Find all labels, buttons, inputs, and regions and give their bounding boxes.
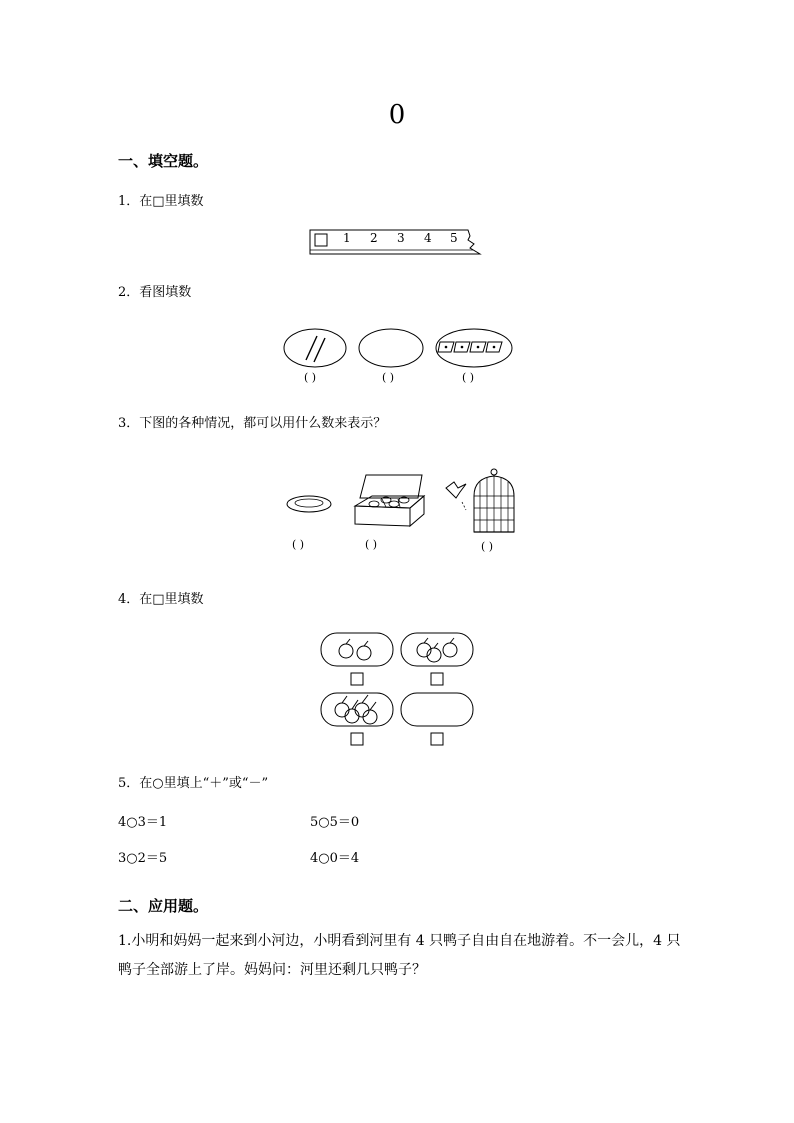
equation-1: 4○3＝1 bbox=[118, 815, 168, 830]
page-title: 0 bbox=[388, 100, 406, 130]
answer-paren-empty: ( ) bbox=[382, 371, 395, 384]
section-heading-fill-in: 一、填空题。 bbox=[118, 152, 209, 170]
blocks-oval-figure bbox=[434, 328, 514, 370]
ruler-number-3: 3 bbox=[397, 231, 405, 245]
answer-paren-egg-box: ( ) bbox=[365, 538, 378, 551]
answer-paren-plate: ( ) bbox=[292, 538, 305, 551]
question-4-label: 4．在□里填数 bbox=[118, 592, 204, 607]
apple-group-4-figure bbox=[320, 690, 396, 730]
answer-box-apples-3 bbox=[430, 672, 444, 686]
section-heading-application: 二、应用题。 bbox=[118, 897, 209, 915]
answer-paren-blocks: ( ) bbox=[462, 371, 475, 384]
pencils-oval-figure bbox=[283, 328, 349, 370]
apple-group-3-figure bbox=[400, 632, 476, 668]
ruler-number-5: 5 bbox=[450, 231, 458, 245]
answer-box-apples-2 bbox=[350, 672, 364, 686]
empty-oval-figure bbox=[357, 328, 425, 370]
empty-group-figure bbox=[400, 692, 476, 728]
answer-box-empty bbox=[430, 732, 444, 746]
equation-2: 5○5＝0 bbox=[310, 815, 360, 830]
equation-3: 3○2＝5 bbox=[118, 851, 168, 866]
question-5-label: 5．在○里填上“＋”或“－” bbox=[118, 776, 269, 791]
question-1-label: 1．在□里填数 bbox=[118, 194, 204, 209]
equation-4: 4○0＝4 bbox=[310, 851, 360, 866]
egg-box-figure bbox=[352, 472, 428, 532]
bird-cage-figure bbox=[438, 466, 534, 538]
ruler-number-1: 1 bbox=[343, 231, 351, 245]
ruler-number-2: 2 bbox=[370, 231, 378, 245]
apple-group-2-figure bbox=[320, 632, 394, 668]
ruler-number-4: 4 bbox=[424, 231, 432, 245]
question-2-label: 2．看图填数 bbox=[118, 285, 192, 300]
answer-paren-bird-cage: ( ) bbox=[481, 540, 494, 553]
plate-figure bbox=[285, 493, 335, 515]
question-3-label: 3．下图的各种情况，都可以用什么数来表示？ bbox=[118, 416, 387, 431]
answer-box-apples-4 bbox=[350, 732, 364, 746]
answer-paren-pencils: ( ) bbox=[304, 371, 317, 384]
ruler-answer-box bbox=[315, 234, 327, 246]
word-problem-1: 1.小明和妈妈一起来到小河边，小明看到河里有 4 只鸭子自由自在地游着。不一会儿，4 只鸭子全部游上了岸。妈妈问：河里还剩几只鸭子？ bbox=[118, 933, 681, 978]
